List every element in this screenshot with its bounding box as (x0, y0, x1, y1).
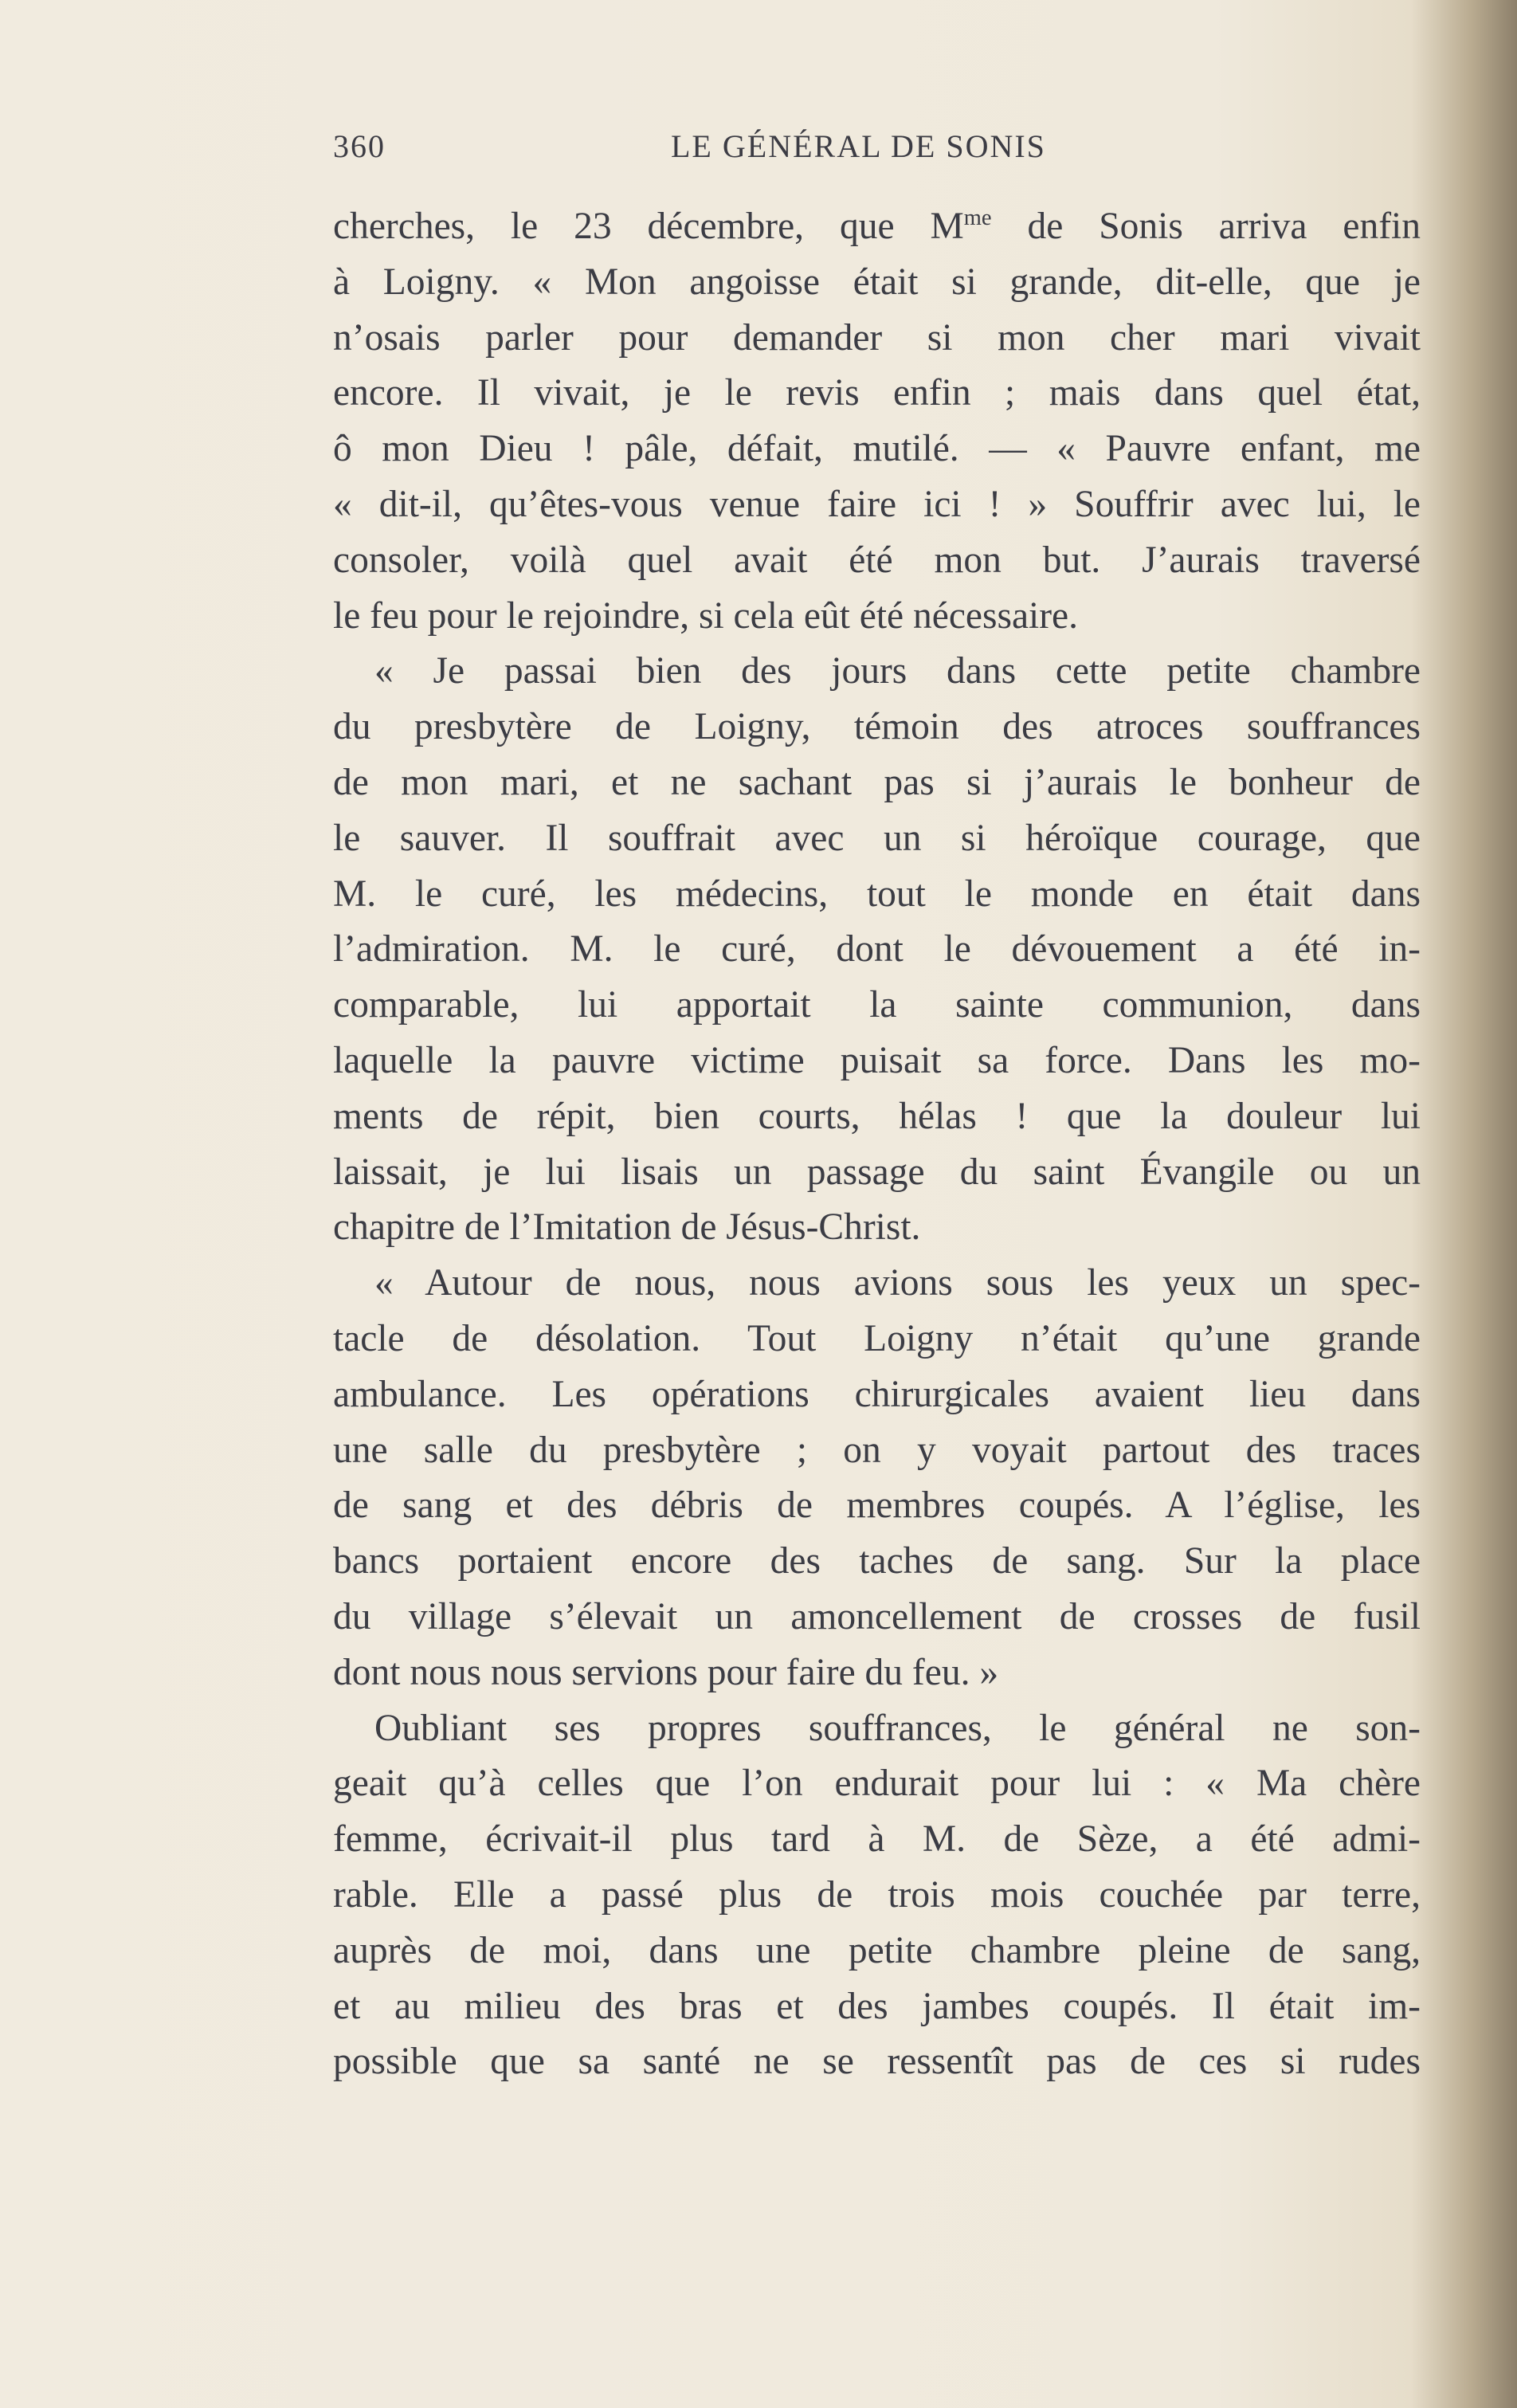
text-line-content: le sauver. Il souffrait avec un si héroïque courage, que (333, 817, 1421, 859)
text-line-content: « Autour de nous, nous avions sous les yeux un spec- (374, 1262, 1421, 1304)
text-line (333, 311, 1421, 367)
text-line-content: « dit-il, qu’êtes-vous venue faire ici ! » Souffrir avec lui, le (333, 483, 1421, 525)
text-line (333, 644, 1421, 700)
text-line-content: ô mon Dieu ! pâle, défait, mutilé. — « Pauvre enfant, me (333, 428, 1421, 470)
text-line-content: femme, écrivait-il plus tard à M. de Sèze, a été admi- (333, 1818, 1421, 1861)
text-line (333, 1089, 1421, 1145)
text-line-content: de mon mari, et ne sachant pas si j’aurais le bonheur de (333, 761, 1421, 803)
text-line-content: chapitre de l’Imitation de Jésus-Christ. (333, 1206, 921, 1249)
text-line (333, 867, 1421, 923)
text-line-content: encore. Il vivait, je le revis enfin ; mais dans quel état, (333, 372, 1421, 414)
text-line-content: bancs portaient encore des taches de sang. Sur la place (333, 1540, 1421, 1582)
text-line-content: consoler, voilà quel avait été mon but. J’aurais traversé (333, 539, 1421, 581)
text-line-content: auprès de moi, dans une petite chambre pleine de sang, (333, 1929, 1421, 1971)
running-title: LE GÉNÉRAL DE SONIS (671, 128, 1046, 164)
text-line (333, 1423, 1421, 1479)
text-line-content: du village s’élevait un amoncellement de crosses de fusil (333, 1595, 1421, 1637)
text-line-content: le feu pour le rejoindre, si cela eût été nécessaire. (333, 594, 1079, 637)
text-line-content: rable. Elle a passé plus de trois mois couchée par terre, (333, 1873, 1421, 1916)
text-line (333, 1256, 1421, 1312)
text-line (333, 1590, 1421, 1645)
text-line-content: du presbytère de Loigny, témoin des atroces souffrances (333, 706, 1421, 748)
text-line (333, 922, 1421, 978)
text-line-content: à Loigny. « Mon angoisse était si grande, dit-elle, que je (333, 261, 1421, 303)
text-line-content: Oubliant ses propres souffrances, le général ne son- (374, 1707, 1421, 1749)
text-line-content: une salle du presbytère ; on y voyait partout des traces (333, 1429, 1421, 1471)
text-line (333, 199, 1421, 255)
text-line (333, 700, 1421, 755)
page-number: 360 (333, 128, 386, 164)
text-line (333, 1312, 1421, 1367)
text-line (333, 1812, 1421, 1868)
text-line-content: laissait, je lui lisais un passage du saint Évangile ou un (333, 1151, 1421, 1193)
text-line-content: geait qu’à celles que l’on endurait pour lui : « Ma chère (333, 1763, 1421, 1805)
text-line-content: M. le curé, les médecins, tout le monde en était dans (333, 873, 1421, 915)
superscript: me (963, 205, 992, 230)
text-line-continuation: de Sonis arriva enfin (991, 206, 1421, 247)
text-line-content: l’admiration. M. le curé, dont le dévouement a été in- (333, 928, 1421, 971)
text-line-content: n’osais parler pour demander si mon cher mari vivait (333, 316, 1421, 359)
text-line (333, 811, 1421, 867)
text-line (333, 589, 1421, 645)
text-line (333, 1534, 1421, 1590)
text-line-content: dont nous nous servions pour faire du feu. » (333, 1651, 999, 1693)
text-line-content: « Je passai bien des jours dans cette petite chambre (374, 650, 1421, 692)
text-line (333, 1924, 1421, 1979)
text-line (333, 978, 1421, 1033)
text-line-content: de sang et des débris de membres coupés. A l’église, les (333, 1484, 1421, 1527)
text-line (333, 477, 1421, 533)
text-line (333, 533, 1421, 589)
text-line (333, 755, 1421, 811)
text-line-content: ambulance. Les opérations chirurgicales avaient lieu dans (333, 1373, 1421, 1415)
text-line (333, 1868, 1421, 1924)
text-line (333, 366, 1421, 422)
text-line (333, 1145, 1421, 1201)
text-line (333, 1701, 1421, 1757)
text-line (333, 422, 1421, 477)
text-line (333, 1979, 1421, 2035)
text-line-content: possible que sa santé ne se ressentît pas de ces si rudes (333, 2041, 1421, 2083)
running-head (333, 127, 1130, 175)
text-line-content: tacle de désolation. Tout Loigny n’était qu’une grande (333, 1317, 1421, 1359)
text-line (333, 255, 1421, 311)
body-text (333, 199, 1421, 2090)
text-line-content: cherches, le 23 décembre, que M (333, 206, 964, 247)
text-line-content: laquelle la pauvre victime puisait sa force. Dans les mo- (333, 1039, 1421, 1081)
text-line-content: comparable, lui apportait la sainte communion, dans (333, 984, 1421, 1026)
text-line (333, 1367, 1421, 1423)
text-line (333, 1756, 1421, 1812)
text-line (333, 1200, 1421, 1256)
text-line-content: ments de répit, bien courts, hélas ! que la douleur lui (333, 1095, 1421, 1137)
text-line (333, 1645, 1421, 1701)
text-line (333, 1478, 1421, 1534)
text-line (333, 2034, 1421, 2090)
text-line-content: et au milieu des bras et des jambes coupés. Il était im- (333, 1985, 1421, 2027)
text-line (333, 1033, 1421, 1089)
